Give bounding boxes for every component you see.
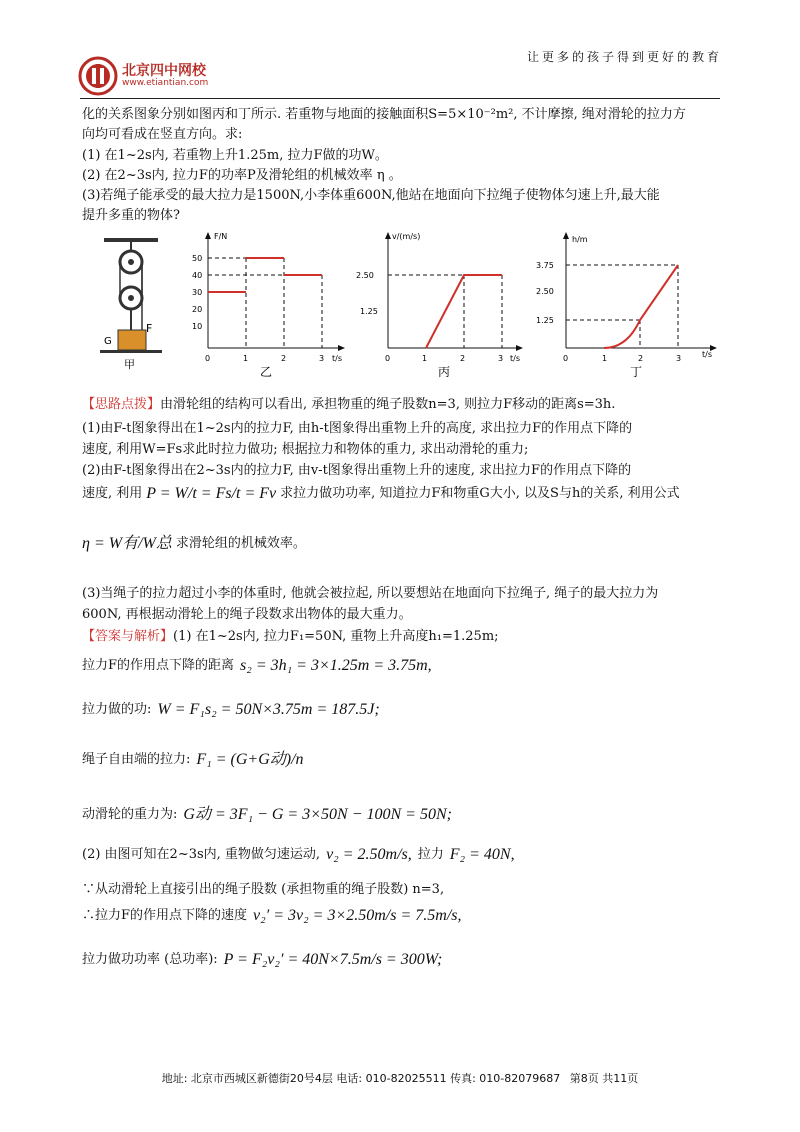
logo-text: 北京四中网校 bbox=[122, 63, 206, 79]
chart-bing-xtick: 3 bbox=[498, 354, 504, 363]
formula-P: P = W/t = Fs/t = Fv bbox=[146, 485, 277, 502]
answer-line-9 bbox=[82, 950, 442, 969]
hint-text-6: 求滑轮组的机械效率。 bbox=[175, 536, 306, 551]
chart-yi-ylabel: F/N bbox=[214, 232, 228, 241]
header-logo bbox=[78, 56, 238, 96]
hint-line-7: (3)当绳子的拉力超过小李的体重时, 他就会被拉起, 所以要想站在地面向下拉绳子, 绳子的最大拉力为 bbox=[82, 586, 659, 601]
hint-text-5b: 求拉力做功功率, 知道拉力F和物重G大小, 以及S与h的关系, 利用公式 bbox=[280, 486, 680, 501]
header-rule bbox=[80, 98, 720, 99]
formula-Gd: G动 = 3F₁ − G = 3×50N − 100N = 50N; bbox=[183, 806, 452, 823]
chart-yi bbox=[190, 230, 350, 380]
header-slogan: 让更多的孩子得到更好的教育 bbox=[527, 50, 723, 64]
chart-bing-xlabel: t/s bbox=[510, 354, 520, 363]
chart-bing-caption: 丙 bbox=[438, 365, 451, 379]
answer-text-1: (1) 在1~2s内, 拉力F₁=50N, 重物上升高度h₁=1.25m; bbox=[173, 629, 499, 644]
chart-yi-xlabel: t/s bbox=[332, 354, 342, 363]
answer-line-2 bbox=[82, 656, 432, 675]
chart-ding-xlabel: t/s bbox=[702, 350, 712, 359]
problem-line-2: 向均可看成在竖直方向。求: bbox=[82, 127, 243, 142]
pulley-caption: 甲 bbox=[124, 358, 135, 371]
hint-line-4: (2)由F-t图象得出在2~3s内的拉力F, 由v-t图象得出重物上升的速度, 求出拉力F的作用点下降的 bbox=[82, 463, 632, 478]
pulley-label-F: F bbox=[146, 322, 153, 335]
answer-line-4 bbox=[82, 750, 304, 769]
chart-yi-ytick: 50 bbox=[192, 254, 203, 263]
problem-line-1: 化的关系图象分别如图丙和丁所示. 若重物与地面的接触面积S=5×10⁻²m², 不计摩擦, 绳对滑轮的拉力方 bbox=[82, 107, 686, 122]
formula-Pw: P = F₂v₂′ = 40N×7.5m/s = 300W; bbox=[223, 951, 443, 968]
answer-line-6 bbox=[82, 845, 515, 864]
chart-bing-ytick: 1.25 bbox=[360, 307, 378, 316]
chart-ding-ytick: 2.50 bbox=[536, 287, 554, 296]
chart-ding-xtick: 1 bbox=[602, 354, 608, 363]
answer-text-8: ∴拉力F的作用点下降的速度 bbox=[82, 908, 248, 923]
answer-line-5 bbox=[82, 805, 452, 824]
chart-ding-series bbox=[604, 265, 678, 348]
chart-ding-xtick: 0 bbox=[563, 354, 569, 363]
chart-ding-ytick: 3.75 bbox=[536, 261, 554, 270]
chart-yi-yticks bbox=[192, 254, 202, 331]
hint-line-8: 600N, 再根据动滑轮上的绳子段数求出物体的最大重力。 bbox=[82, 607, 412, 622]
answer-text-3: 拉力做的功: bbox=[82, 702, 152, 717]
answer-text-4: 绳子自由端的拉力: bbox=[82, 752, 191, 767]
chart-bing-ylabel: v/(m/s) bbox=[392, 232, 421, 241]
answer-text-5: 动滑轮的重力为: bbox=[82, 807, 178, 822]
chart-ding-ylabel: h/m bbox=[572, 235, 588, 244]
pulley-label-G: G bbox=[104, 336, 112, 347]
question-1: (1) 在1~2s内, 若重物上升1.25m, 拉力F做的功W。 bbox=[82, 148, 388, 163]
chart-bing bbox=[352, 230, 527, 380]
chart-yi-ytick: 30 bbox=[192, 288, 203, 297]
footer-address: 地址: 北京市西城区新德街20号4层 电话: 010-82025511 传真: 010-82079687 bbox=[161, 1072, 561, 1085]
formula-F1: F₁ = (G+G动)/n bbox=[196, 751, 304, 768]
answer-text-6b: 拉力 bbox=[417, 847, 444, 862]
chart-ding bbox=[532, 230, 722, 380]
formula-eta: η = W有/W总 bbox=[82, 535, 172, 552]
chart-bing-xtick: 1 bbox=[422, 354, 428, 363]
question-2: (2) 在2~3s内, 拉力F的功率P及滑轮组的机械效率 η 。 bbox=[82, 168, 402, 183]
chart-ding-caption: 丁 bbox=[630, 365, 643, 379]
chart-ding-xtick: 3 bbox=[676, 354, 682, 363]
question-3b: 提升多重的物体? bbox=[82, 208, 180, 223]
answer-text-9: 拉力做功功率 (总功率): bbox=[82, 952, 218, 967]
chart-ding-xtick: 2 bbox=[638, 354, 644, 363]
chart-yi-xtick: 0 bbox=[205, 354, 211, 363]
chart-bing-xtick: 0 bbox=[385, 354, 391, 363]
chart-bing-xtick: 2 bbox=[460, 354, 466, 363]
logo-url: www.etiantian.com bbox=[122, 78, 209, 88]
chart-yi-ytick: 20 bbox=[192, 305, 203, 314]
hint-line-5 bbox=[82, 484, 680, 503]
formula-v2: v₂ = 2.50m/s, bbox=[326, 846, 412, 863]
formula-v2p: v₂′ = 3v₂ = 3×2.50m/s = 7.5m/s, bbox=[253, 907, 462, 924]
footer bbox=[0, 1070, 800, 1086]
hint-line-3: 速度, 利用W=Fs求此时拉力做功; 根据拉力和物体的重力, 求出动滑轮的重力; bbox=[82, 442, 529, 457]
chart-bing-ytick: 2.50 bbox=[356, 271, 374, 280]
pulley-figure bbox=[96, 234, 166, 374]
question-3a: (3)若绳子能承受的最大拉力是1500N,小李体重600N,他站在地面向下拉绳子使物体匀速上升,最大能 bbox=[82, 188, 660, 203]
answer-line-1 bbox=[82, 627, 499, 646]
formula-W: W = F₁s₂ = 50N×3.75m = 187.5J; bbox=[157, 701, 380, 718]
formula-F2: F₂ = 40N, bbox=[449, 846, 515, 863]
answer-line-7: ∵从动滑轮上直接引出的绳子股数 (承担物重的绳子股数) n=3, bbox=[82, 882, 445, 897]
chart-yi-caption: 乙 bbox=[260, 365, 273, 379]
footer-page: 第8页 共11页 bbox=[569, 1072, 639, 1085]
chart-yi-ytick: 10 bbox=[192, 322, 203, 331]
chart-ding-ytick: 1.25 bbox=[536, 316, 554, 325]
answer-line-3 bbox=[82, 700, 380, 719]
hint-text-5a: 速度, 利用 bbox=[82, 486, 143, 501]
chart-yi-ytick: 40 bbox=[192, 271, 203, 280]
hint-line-6 bbox=[82, 534, 306, 553]
chart-yi-xtick: 2 bbox=[281, 354, 287, 363]
answer-text-6: (2) 由图可知在2~3s内, 重物做匀速运动, bbox=[82, 847, 321, 862]
answer-tag: 【答案与解析】 bbox=[82, 629, 174, 644]
answer-text-2: 拉力F的作用点下降的距离 bbox=[82, 658, 235, 673]
hint-text-1: 由滑轮组的结构可以看出, 承担物重的绳子股数n=3, 则拉力F移动的距离s=3h. bbox=[160, 397, 616, 412]
chart-yi-xtick: 3 bbox=[319, 354, 325, 363]
logo-emblem-icon bbox=[78, 56, 118, 96]
answer-line-8 bbox=[82, 906, 462, 925]
hint-tag: 【思路点拨】 bbox=[82, 397, 161, 412]
hint-line-1 bbox=[82, 395, 615, 414]
formula-s2: s₂ = 3h₁ = 3×1.25m = 3.75m, bbox=[240, 657, 432, 674]
chart-yi-xtick: 1 bbox=[243, 354, 249, 363]
hint-line-2: (1)由F-t图象得出在1~2s内的拉力F, 由h-t图象得出重物上升的高度, 求出拉力F的作用点下降的 bbox=[82, 421, 633, 436]
